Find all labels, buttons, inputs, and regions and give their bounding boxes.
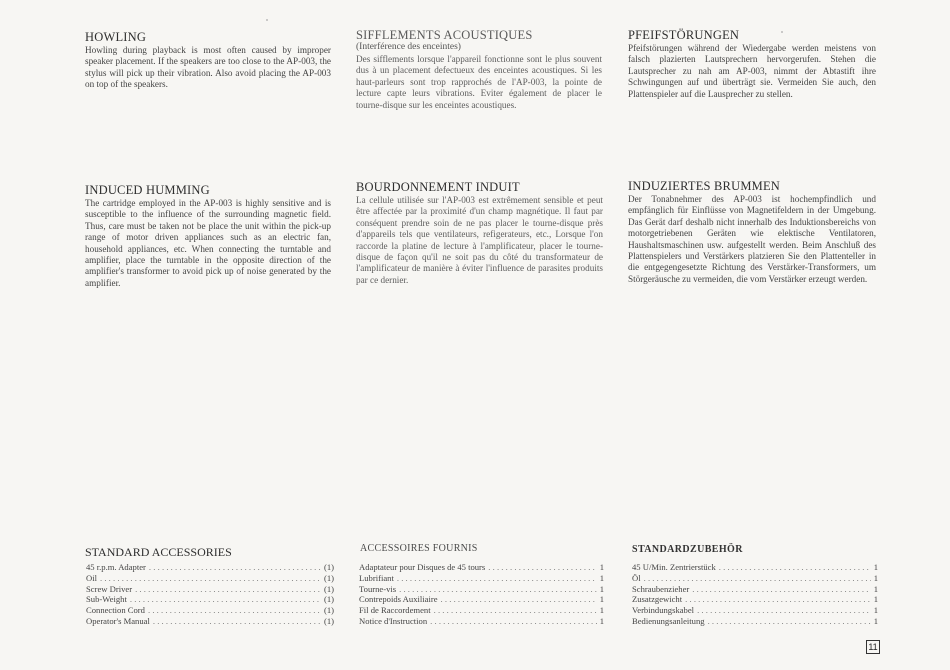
howling-heading-en: HOWLING bbox=[85, 30, 147, 44]
item-quantity: 1 bbox=[599, 572, 604, 583]
dot-leader bbox=[130, 594, 321, 605]
humming-heading-de: INDUZIERTES BRUMMEN bbox=[628, 179, 781, 193]
humming-text-de: Der Tonabnehmer des AP-003 ist hochempfindlich und empfänglich für Einflüsse von Magnetifeldern in der Umgebung. Das Gerät darf deshalb nicht innerhalb des Induktionsbereichs von motorgetriebenen Geräten wie elektische Ventilatoren, Haushaltsmaschinen usw. aufgestellt werden. Beim Anschluß des Plattenspielers und Verstärkers platzieren Sie den Plattenteller in die entgegengesetzte Richtung des Verstärker-Transformers, um Störgeräusche zu vermeiden, die vom Verstärker erzeugt werden. bbox=[628, 194, 876, 284]
howling-subheading-fr: (Interférence des enceintes) bbox=[356, 42, 461, 52]
howling-text-de: Pfeifstörungen während der Wiedergabe werden meistens von falsch plazierten Lautsprechern hervorgerufen. Stehen die Lautsprecher zu nah am AP-003, nimmt der Abtastift ihre Schwingungen auf und überträgt sie. Vermeiden Sie auch, den Plattenspieler auf die Lausprecher zu stellen. bbox=[628, 43, 876, 99]
dot-leader bbox=[719, 562, 871, 573]
dot-leader bbox=[644, 573, 871, 584]
item-quantity: 1 bbox=[599, 562, 604, 572]
list-item bbox=[359, 616, 604, 627]
dot-leader bbox=[488, 562, 596, 573]
list-item bbox=[359, 584, 604, 595]
howling-text-fr: Des sifflements lorsque l'appareil fonctionne sont le plus souvent dus à un placement defectueux des enceintes acoustiques. Si les haut-parleurs sont trop rapprochés de l'AP-003, la pointe de lecture capte leurs vibrations. Eviter également de placer le tourne-disque sur les enceintes acoustiques. bbox=[356, 54, 602, 110]
list-item bbox=[632, 605, 878, 616]
howling-text-en: Howling during playback is most often caused by improper speaker placement. If the speakers are too close to the AP-003, the stylus will pick up their vibration. Also avoid placing the AP-003 on top of the speakers. bbox=[85, 45, 331, 90]
dot-leader bbox=[100, 573, 321, 584]
dot-leader bbox=[692, 584, 870, 595]
item-label: 45 r.p.m. Adapter bbox=[86, 562, 146, 572]
list-item bbox=[632, 594, 878, 605]
item-label: Screw Driver bbox=[86, 583, 133, 594]
humming-section-en bbox=[85, 184, 331, 289]
item-quantity: 1 bbox=[873, 615, 878, 626]
dot-leader bbox=[697, 605, 871, 616]
accessories-list-de bbox=[632, 562, 878, 627]
item-quantity: 1 bbox=[599, 605, 604, 616]
scan-speck bbox=[781, 31, 783, 33]
list-item bbox=[632, 562, 878, 573]
dot-leader bbox=[148, 605, 321, 616]
dot-leader bbox=[685, 594, 871, 605]
humming-heading-fr: BOURDONNEMENT INDUIT bbox=[356, 180, 520, 194]
item-quantity: (1) bbox=[323, 615, 334, 626]
list-item bbox=[86, 573, 334, 584]
list-item bbox=[359, 562, 604, 573]
list-item bbox=[359, 605, 604, 616]
item-label: Oil bbox=[86, 572, 97, 583]
item-quantity: 1 bbox=[873, 605, 878, 616]
item-quantity: (1) bbox=[323, 605, 334, 616]
dot-leader bbox=[708, 616, 871, 627]
item-label: Fil de Raccordement bbox=[359, 605, 431, 616]
item-quantity: 1 bbox=[599, 615, 604, 626]
item-quantity: (1) bbox=[323, 562, 334, 572]
item-quantity: 1 bbox=[873, 572, 878, 583]
item-label: Lubrifiant bbox=[359, 572, 394, 583]
humming-section-fr bbox=[356, 181, 603, 286]
humming-text-en: The cartridge employed in the AP-003 is highly sensitive and is susceptible to the influence of the surrounding magnetic field. Thus, care must be taken not be place the unit within the pick-up range of motor driven appliances such as an electric fan, household appliances, etc. When connecting the turntable and amplifier, place the turntable in the opposite direction of the amplifier's transformer to avoid pick up of noise generated by the amplifier. bbox=[85, 198, 331, 288]
item-quantity: 1 bbox=[599, 583, 604, 594]
humming-text-fr: La cellule utilisée sur l'AP-003 est extrêmement sensible et peut être affectée par la proximité d'un champ magnétique. Il faut par conséquent prendre soin de ne pas placer le tourne-disque près d'appareils tels que ventilateurs, refigerateurs, etc., Lorsque l'on raccorde la platine de lecture à l'amplificateur, placer le tourne-disque de façon qu'il ne soit pas du côté du transformateur de l'amplificateur de manière à éviter l'influence de parasites produits par ce dernier. bbox=[356, 195, 603, 285]
accessories-heading-fr: ACCESSOIRES FOURNIS bbox=[360, 543, 478, 554]
list-item bbox=[632, 616, 878, 627]
accessories-list-en bbox=[86, 562, 334, 627]
dot-leader bbox=[135, 584, 321, 595]
accessories-heading-en: STANDARD ACCESSORIES bbox=[85, 545, 232, 559]
list-item bbox=[86, 616, 334, 627]
scan-speck bbox=[266, 19, 268, 21]
item-quantity: 1 bbox=[599, 594, 604, 605]
item-quantity: 1 bbox=[873, 562, 878, 572]
item-label: Operator's Manual bbox=[86, 615, 150, 626]
dot-leader bbox=[399, 584, 597, 595]
accessories-list-fr bbox=[359, 562, 604, 627]
list-item bbox=[86, 605, 334, 616]
item-label: Verbindungskabel bbox=[632, 605, 695, 616]
item-label: Tourne-vis bbox=[359, 583, 397, 594]
item-label: Sub-Weight bbox=[86, 594, 127, 605]
dot-leader bbox=[434, 605, 597, 616]
dot-leader bbox=[149, 562, 321, 573]
howling-section-de bbox=[628, 29, 876, 100]
dot-leader bbox=[153, 616, 321, 627]
item-label: Zusatzgewicht bbox=[632, 594, 683, 605]
list-item bbox=[632, 573, 878, 584]
list-item bbox=[86, 594, 334, 605]
item-label: Notice d'Instruction bbox=[359, 615, 428, 626]
howling-heading-de: PFEIFSTÖRUNGEN bbox=[628, 28, 740, 42]
item-quantity: (1) bbox=[323, 583, 334, 594]
dot-leader bbox=[397, 573, 597, 584]
page-number: 11 bbox=[866, 640, 880, 654]
item-quantity: 1 bbox=[873, 583, 878, 594]
list-item bbox=[359, 594, 604, 605]
item-label: Bedienungsanleitung bbox=[632, 615, 705, 626]
item-quantity: 1 bbox=[873, 594, 878, 605]
item-label: Schraubenzieher bbox=[632, 583, 690, 594]
item-label: Connection Cord bbox=[86, 605, 145, 616]
howling-section-en bbox=[85, 31, 331, 91]
list-item bbox=[359, 573, 604, 584]
list-item bbox=[86, 562, 334, 573]
howling-section-fr bbox=[356, 29, 602, 111]
humming-section-de bbox=[628, 180, 876, 285]
item-quantity: (1) bbox=[323, 594, 334, 605]
item-quantity: (1) bbox=[323, 572, 334, 583]
dot-leader bbox=[441, 594, 597, 605]
item-label: Contrepoids Auxiliaire bbox=[359, 594, 438, 605]
howling-heading-fr: SIFFLEMENTS ACOUSTIQUES bbox=[356, 28, 533, 42]
list-item bbox=[86, 584, 334, 595]
accessories-heading-de: STANDARDZUBEHÖR bbox=[632, 544, 743, 555]
item-label: Adaptateur pour Disques de 45 tours bbox=[359, 562, 486, 572]
humming-heading-en: INDUCED HUMMING bbox=[85, 183, 210, 197]
list-item bbox=[632, 584, 878, 595]
dot-leader bbox=[430, 616, 597, 627]
item-label: 45 U/Min. Zentrierstück bbox=[632, 562, 716, 572]
item-label: Öl bbox=[632, 572, 641, 583]
